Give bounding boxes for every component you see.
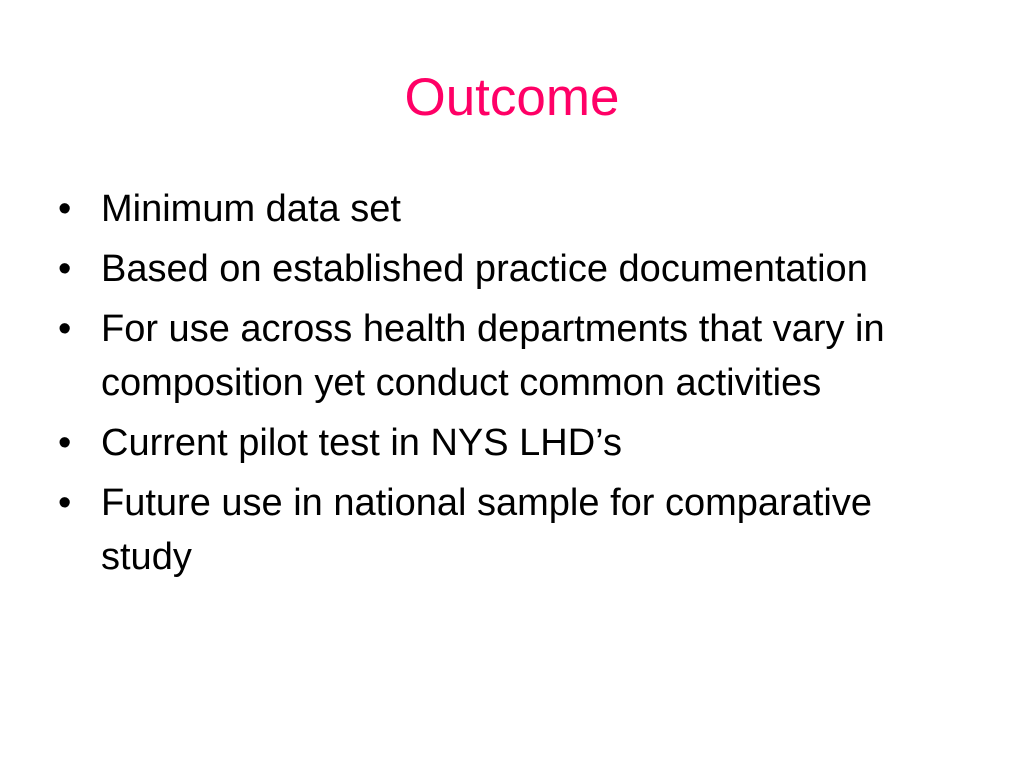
bullet-text: Minimum data set <box>101 188 401 230</box>
bullet-icon: • <box>58 308 72 350</box>
bullet-item <box>58 302 958 410</box>
bullet-icon: • <box>58 248 72 290</box>
bullet-item <box>58 182 958 236</box>
bullet-icon: • <box>58 482 72 524</box>
bullet-item <box>58 416 958 470</box>
bullet-icon: • <box>58 422 72 464</box>
bullet-text: For use across health departments that vary in composition yet conduct common activities <box>101 308 885 404</box>
bullet-icon: • <box>58 188 72 230</box>
bullet-text: Based on established practice documentation <box>101 248 868 290</box>
bullet-list <box>58 182 958 590</box>
bullet-text: Current pilot test in NYS LHD’s <box>101 422 622 464</box>
bullet-text: Future use in national sample for comparative study <box>101 482 872 578</box>
slide-title: Outcome <box>404 68 620 127</box>
bullet-item <box>58 476 958 584</box>
bullet-item <box>58 242 958 296</box>
